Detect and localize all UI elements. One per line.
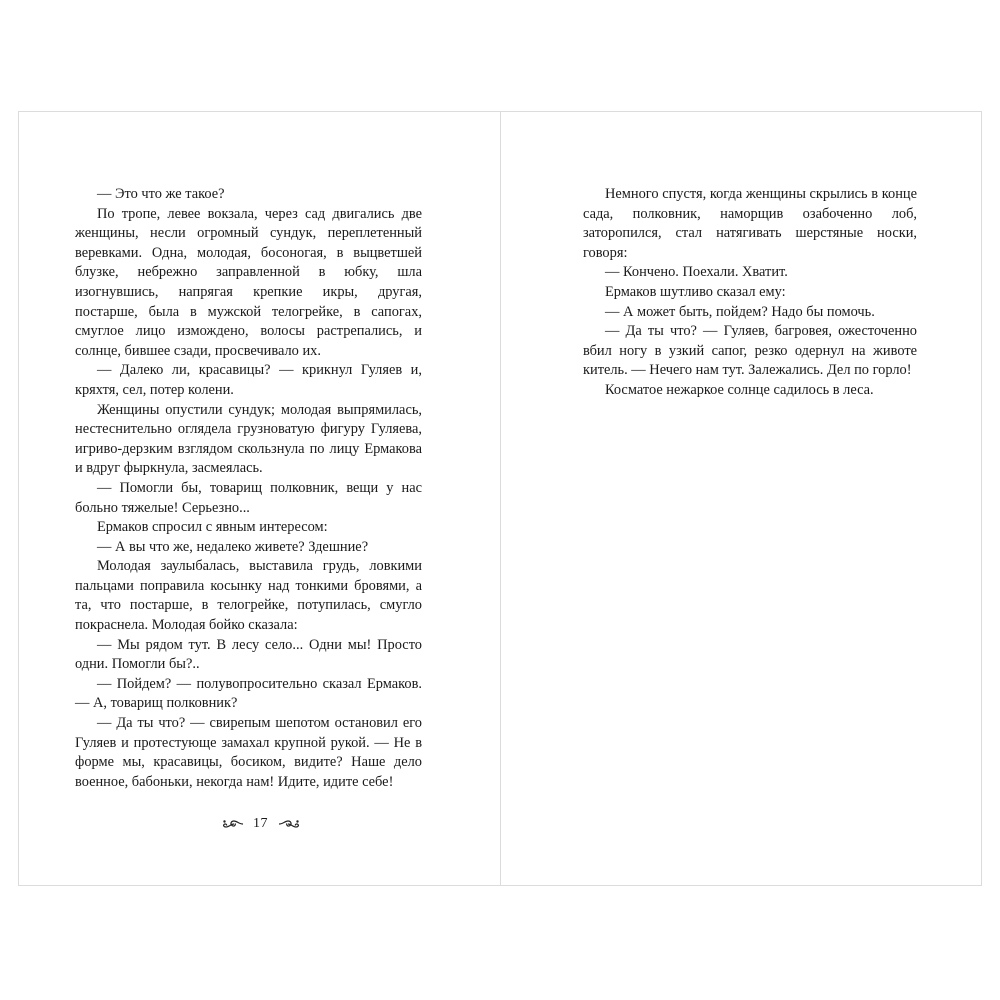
paragraph: — Да ты что? — Гуляев, багровея, ожесточенно вбил ногу в узкий сапог, резко одернул на животе китель. — Нечего нам тут. Залежались. Дел по горло! [583, 323, 917, 379]
paragraph: — Это что же такое? [97, 186, 225, 202]
paragraph: — Кончено. Поехали. Хватит. [605, 264, 788, 281]
paragraph: Женщины опустили сундук; молодая выпрямилась, нестеснительно оглядела грузноватую фигуру Гуляева, игриво-дерзким взглядом скользнула по лицу Ермакова и вдруг фыркнула, засмеялась. [75, 401, 422, 477]
ornament-left-icon [222, 817, 244, 831]
book-spread [18, 111, 982, 888]
page-footer [19, 814, 502, 834]
paragraph: Молодая заулыбалась, выставила грудь, ловкими пальцами поправила косынку над тонкими бровями, а та, что постарше, в телогрейке, потупилась, смугло покраснела. Молодая бойко сказала: [75, 558, 422, 634]
left-page [18, 111, 501, 886]
paragraph: — Далеко ли, красавицы? — крикнул Гуляев и, кряхтя, сел, потер колени. [75, 362, 422, 398]
paragraph: — Помогли бы, товарищ полковник, вещи у нас больно тяжелые! Серьезно... [75, 479, 422, 516]
paragraph: Косматое нежаркое солнце садилось в леса. [605, 381, 874, 398]
paragraph: — Да ты что? — свирепым шепотом остановил его Гуляев и протестующе замахал крупной рукой. — Не в форме мы, красавицы, босиком, видите? Наше дело военное, бабоньки, некогда нам! Идите, идите себе! [75, 715, 422, 790]
paragraph: — Пойдем? — полувопросительно сказал Ермаков. — А, товарищ полковник? [75, 675, 422, 712]
ornament-right-icon [278, 817, 300, 831]
paragraph: — А вы что же, недалеко живете? Здешние? [97, 538, 369, 555]
paragraph: Ермаков спросил с явным интересом: [97, 519, 328, 536]
paragraph: По тропе, левее вокзала, через сад двигались две женщины, несли огромный сундук, переплетенный веревками. Одна, молодая, босоногая, в выцветшей блузке, небрежно заправленной в юбку, шла изогнувшись, напрягая крепкие икры, другая, постарше, была в мужской телогрейке, в сапогах, смуглое лицо измождено, волосы растрепались, и солнце, бившее сзади, просвечивало их. [75, 205, 422, 359]
paragraph: Ермаков шутливо сказал ему: [605, 283, 786, 300]
right-page [500, 111, 982, 886]
paragraph: — А может быть, пойдем? Надо бы помочь. [605, 303, 875, 320]
right-page-text [583, 185, 917, 401]
paragraph: Немного спустя, когда женщины скрылись в конце сада, полковник, наморщив озабоченно лоб, заторопился, стал натягивать шерстяные носки, говоря: [583, 186, 917, 261]
left-page-text [75, 185, 422, 792]
paragraph: — Мы рядом тут. В лесу село... Одни мы! Просто одни. Помогли бы?.. [75, 636, 422, 673]
page-number: 17 [253, 816, 268, 831]
